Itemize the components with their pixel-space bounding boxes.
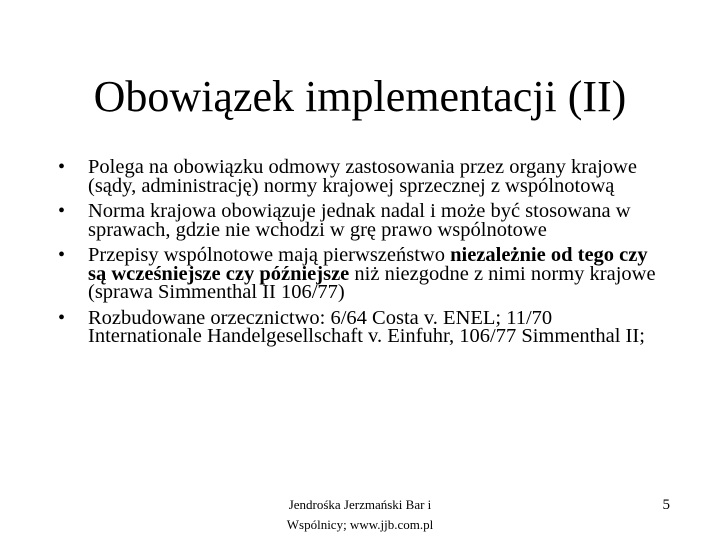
- bullet-text: niż niezgodne z nimi normy krajowe (sprawa Simmenthal II 106/77): [88, 262, 656, 303]
- bullet-item: [58, 202, 668, 239]
- bullet-text: Polega na obowiązku odmowy zastosowania przez organy krajowe (sądy, administrację) normy krajowej sprzecznej z wspólnotową: [88, 156, 637, 197]
- bullet-item: [58, 306, 668, 347]
- footer-line: Wspólnicy; www.jjb.com.pl: [286, 517, 434, 532]
- bullet-text: Rozbudowane orzecznictwo: 6/64 Costa v. ENEL; 11/70 Internationale Handelgesellschaft v. Einfuhr, 106/77 Simmenthal II;: [88, 306, 645, 347]
- footer-line: Jendrośka Jerzmański Bar i: [288, 497, 432, 512]
- bullet-dot-icon: •: [58, 156, 66, 178]
- page-number: 5: [662, 497, 670, 513]
- slide-footer: [255, 495, 465, 535]
- bullet-dot-icon: •: [58, 306, 66, 329]
- bullet-item: [58, 246, 668, 302]
- bullet-item: [58, 158, 668, 195]
- bullet-dot-icon: •: [58, 200, 66, 222]
- slide-title: Obowiązek implementacji (II): [93, 72, 627, 121]
- bullet-text-bold: niezależnie od tego czy są wcześniejsze czy późniejsze: [88, 244, 648, 285]
- bullet-text: Norma krajowa obowiązuje jednak nadal i może być stosowana w sprawach, gdzie nie wchodzi w grę prawo wspólnotowe: [88, 200, 631, 241]
- bullet-list: [58, 158, 668, 353]
- bullet-dot-icon: •: [58, 244, 66, 266]
- bullet-text: Przepisy wspólnotowe mają pierwszeństwo: [88, 244, 451, 266]
